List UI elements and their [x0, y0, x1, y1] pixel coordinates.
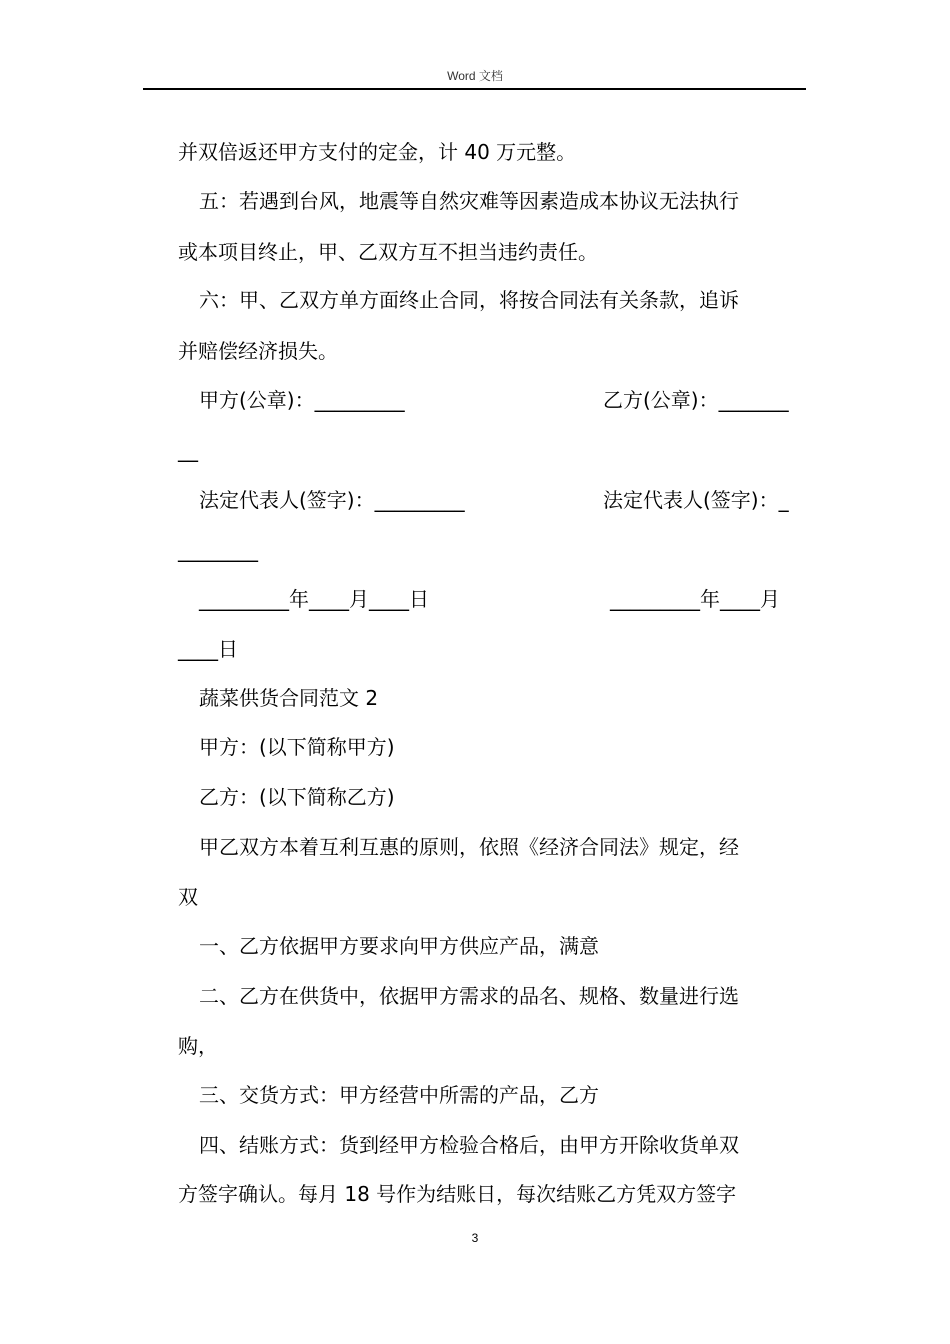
page-header-title: Word 文档 — [447, 69, 503, 83]
paragraph-line: 双 — [178, 885, 198, 909]
paragraph-line: 六：甲、乙双方单方面终止合同，将按合同法有关条款，追诉 — [199, 288, 739, 312]
paragraph-line: 购， — [178, 1034, 218, 1058]
header-divider — [143, 88, 806, 90]
paragraph-line: 乙方：(以下简称乙方) — [199, 785, 395, 809]
paragraph-line: 甲乙双方本着互利互惠的原则，依照《经济合同法》规定，经 — [199, 835, 739, 859]
paragraph-line: 方签字确认。每月 18 号作为结账日，每次结账乙方凭双方签字 — [178, 1182, 737, 1206]
section-title: 蔬菜供货合同范文 2 — [199, 686, 379, 710]
paragraph-line: __ — [178, 438, 198, 462]
paragraph-line: ____日 — [178, 637, 238, 661]
party-b-seal-line: 乙方(公章)：_______ — [603, 388, 789, 412]
paragraph-line: 一、乙方依据甲方要求向甲方供应产品，满意 — [199, 934, 599, 958]
party-a-date-line: _________年____月____日 — [199, 587, 429, 611]
paragraph-line: 四、结账方式：货到经甲方检验合格后，由甲方开除收货单双 — [199, 1133, 739, 1157]
paragraph-line: 或本项目终止，甲、乙双方互不担当违约责任。 — [178, 240, 598, 264]
party-b-representative-line: 法定代表人(签字)：_ — [603, 488, 789, 512]
page-number: 3 — [471, 1231, 479, 1245]
party-a-seal-line: 甲方(公章)：_________ — [199, 388, 405, 412]
paragraph-line: 五：若遇到台风，地震等自然灾难等因素造成本协议无法执行 — [199, 189, 739, 213]
paragraph-line: ________ — [178, 538, 258, 562]
paragraph-line: 甲方：(以下简称甲方) — [199, 735, 395, 759]
party-b-date-line: _________年____月 — [610, 587, 780, 611]
paragraph-line: 三、交货方式：甲方经营中所需的产品，乙方 — [199, 1083, 599, 1107]
party-a-representative-line: 法定代表人(签字)：_________ — [199, 488, 465, 512]
paragraph-line: 并赔偿经济损失。 — [178, 339, 338, 363]
paragraph-line: 二、乙方在供货中，依据甲方需求的品名、规格、数量进行选 — [199, 984, 739, 1008]
paragraph-line: 并双倍返还甲方支付的定金，计 40 万元整。 — [178, 140, 577, 164]
